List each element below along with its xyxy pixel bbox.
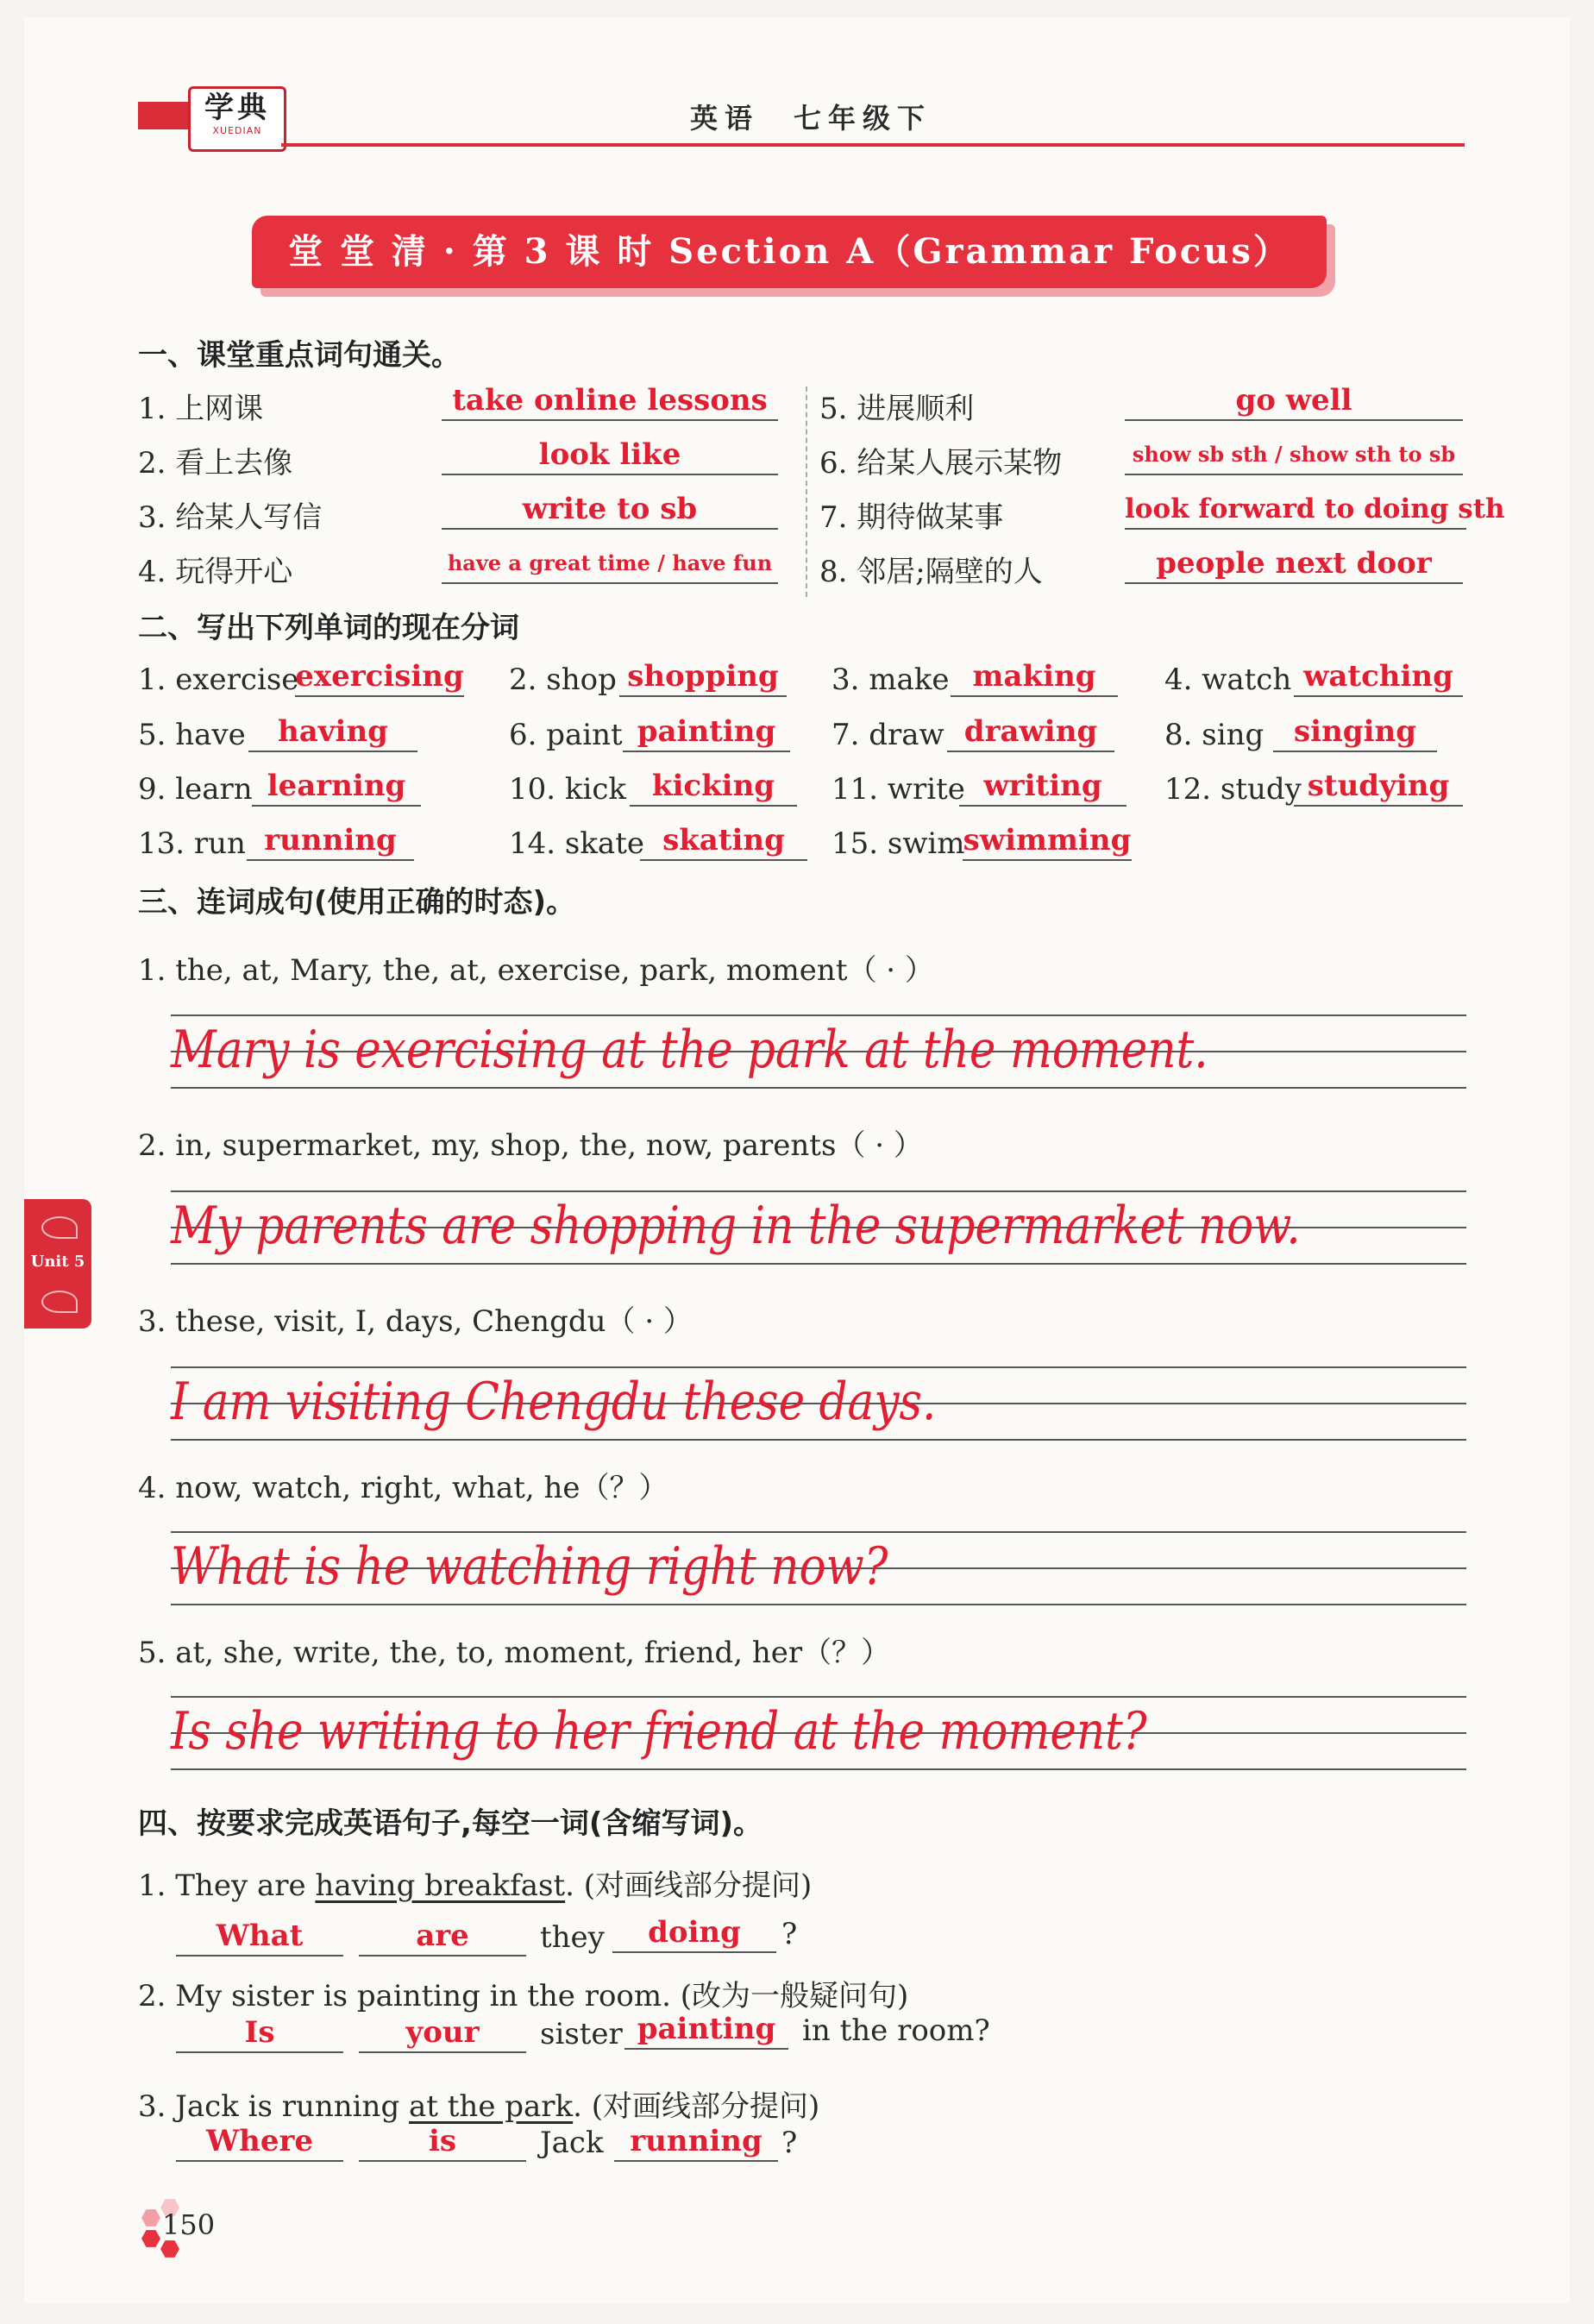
s1-q4: 4. 玩得开心: [138, 555, 293, 589]
s2-a7: drawing: [947, 713, 1114, 752]
s2-q15: 15. swim: [832, 826, 965, 861]
s4-q1-mid: they: [540, 1920, 605, 1955]
s2-q10: 10. kick: [509, 772, 626, 807]
s4-q2-mid: sister: [540, 2017, 623, 2051]
s4-q2-a1: Is: [176, 2013, 343, 2053]
s4-q3-underlined: at the park: [409, 2089, 574, 2124]
s2-a9: learning: [252, 767, 421, 807]
s1-q8: 8. 邻居;隔壁的人: [819, 555, 1043, 589]
s1-q3: 3. 给某人写信: [138, 500, 323, 535]
s4-q3-a2: is: [359, 2122, 526, 2162]
s3-q2: 2. in, supermarket, my, shop, the, now, parents（ · ）: [138, 1128, 923, 1163]
book-title: 英语 七年级下: [690, 102, 932, 135]
s4-q2-a3: painting: [624, 2010, 788, 2050]
s3-answer-2: My parents are shopping in the supermarket now.: [171, 1196, 1301, 1256]
s2-q7: 7. draw: [832, 718, 944, 752]
s1-a2: look like: [442, 436, 778, 475]
logo-chinese: 学典: [204, 91, 270, 125]
s3-answer-5: Is she writing to her friend at the moment?: [171, 1701, 1147, 1762]
s4-q3-a1: Where: [176, 2122, 343, 2162]
s3-q3: 3. these, visit, I, days, Chengdu（ · ）: [138, 1304, 693, 1339]
s2-q11: 11. write: [832, 772, 965, 807]
s4-q3-post: . (对画线部分提问): [573, 2089, 820, 2124]
s4-q1-underlined: having breakfast: [315, 1869, 566, 1903]
s2-q4: 4. watch: [1164, 663, 1292, 697]
unit-label: Unit 5: [30, 1253, 85, 1271]
s4-q2-a2: your: [359, 2013, 526, 2053]
s2-a2: shopping: [619, 657, 787, 697]
s3-answer-3: I am visiting Chengdu these days.: [171, 1372, 937, 1432]
s3-q5: 5. at, she, write, the, to, moment, friend, her（？）: [138, 1636, 891, 1670]
publisher-logo: [188, 86, 286, 152]
s2-q12: 12. study: [1164, 772, 1302, 807]
s1-a7: look forward to doing sth: [1125, 490, 1466, 530]
s4-q2: 2. My sister is painting in the room. (改为一般疑问句): [138, 1979, 909, 2013]
s2-q6: 6. paint: [509, 718, 623, 752]
s2-a5: having: [248, 713, 417, 752]
s2-a11: writing: [959, 767, 1126, 807]
s1-q1: 1. 上网课: [138, 392, 264, 426]
s4-q3: [138, 2082, 819, 2125]
header-rule: [281, 143, 1465, 147]
s1-a4: have a great time / have fun: [442, 544, 778, 584]
s3-q4: 4. now, watch, right, what, he（？）: [138, 1471, 668, 1505]
s2-q1: 1. exercise: [138, 663, 299, 697]
s4-q1-post: . (对画线部分提问): [565, 1869, 813, 1903]
s1-a3: write to sb: [442, 490, 778, 530]
wing-ornament-icon: [41, 1216, 78, 1239]
s1-a5: go well: [1125, 381, 1463, 421]
s4-q1: [138, 1862, 812, 1904]
s2-q5: 5. have: [138, 718, 246, 752]
s2-q2: 2. shop: [509, 663, 617, 697]
s1-q2: 2. 看上去像: [138, 446, 293, 481]
s3-writing-area-4: [171, 1528, 1466, 1605]
wing-ornament-icon: [41, 1291, 78, 1313]
s2-a4: watching: [1294, 657, 1463, 697]
s2-a3: making: [951, 657, 1118, 697]
unit-side-tab: [24, 1199, 91, 1328]
s4-q2-end: in the room?: [802, 2013, 990, 2048]
s2-q13: 13. run: [138, 826, 246, 861]
s3-answer-4: What is he watching right now?: [171, 1536, 888, 1597]
s3-q1: 1. the, at, Mary, the, at, exercise, park, moment（ · ）: [138, 953, 934, 988]
s1-q7: 7. 期待做某事: [819, 500, 1004, 535]
s4-q3-end: ?: [781, 2126, 798, 2160]
s2-q8: 8. sing: [1164, 718, 1265, 752]
logo-english: XUEDIAN: [212, 125, 262, 136]
banner-text: 堂 堂 清 · 第 3 课 时 Section A（Grammar Focus）: [288, 231, 1290, 272]
s3-writing-area-5: [171, 1693, 1466, 1770]
section-1-title: 一、课堂重点词句通关。: [138, 338, 461, 373]
s4-q3-pre: 3. Jack is running: [138, 2089, 410, 2124]
s2-a10: kicking: [630, 767, 797, 807]
s1-q5: 5. 进展顺利: [819, 392, 975, 426]
page-number: 150: [162, 2208, 216, 2241]
s4-q3-mid: Jack: [540, 2126, 604, 2160]
s2-q9: 9. learn: [138, 772, 253, 807]
s2-a15: swimming: [963, 821, 1132, 861]
s2-q3: 3. make: [832, 663, 950, 697]
s2-a8: singing: [1273, 713, 1437, 752]
s2-a13: running: [247, 821, 414, 861]
s4-q1-end: ?: [781, 1917, 798, 1951]
s4-q1-a3: doing: [612, 1913, 776, 1953]
section-4-title: 四、按要求完成英语句子,每空一词(含缩写词)。: [138, 1806, 762, 1841]
s4-q1-pre: 1. They are: [138, 1869, 316, 1903]
s2-a6: painting: [623, 713, 790, 752]
header-accent-bar: [138, 102, 190, 129]
s3-answer-1: Mary is exercising at the park at the moment.: [171, 1020, 1208, 1080]
s3-writing-area-2: [171, 1187, 1466, 1265]
section-3-title: 三、连词成句(使用正确的时态)。: [138, 885, 576, 920]
section-2-title: 二、写出下列单词的现在分词: [138, 611, 519, 645]
s4-q1-a2: are: [359, 1917, 526, 1957]
s1-a6: show sb sth / show sth to sb: [1125, 436, 1463, 475]
s1-q6: 6. 给某人展示某物: [819, 446, 1063, 481]
s1-a1: take online lessons: [442, 381, 778, 421]
s3-writing-area-3: [171, 1363, 1466, 1441]
s1-a8: people next door: [1125, 544, 1463, 584]
s3-writing-area-1: [171, 1011, 1466, 1089]
lesson-banner: [252, 216, 1327, 288]
s4-q1-a1: What: [176, 1917, 343, 1957]
s2-a14: skating: [640, 821, 807, 861]
s2-a1: exercising: [295, 657, 464, 697]
s4-q3-a3: running: [614, 2122, 778, 2162]
column-divider: [806, 386, 807, 597]
s2-a12: studying: [1294, 767, 1463, 807]
s2-q14: 14. skate: [509, 826, 644, 861]
